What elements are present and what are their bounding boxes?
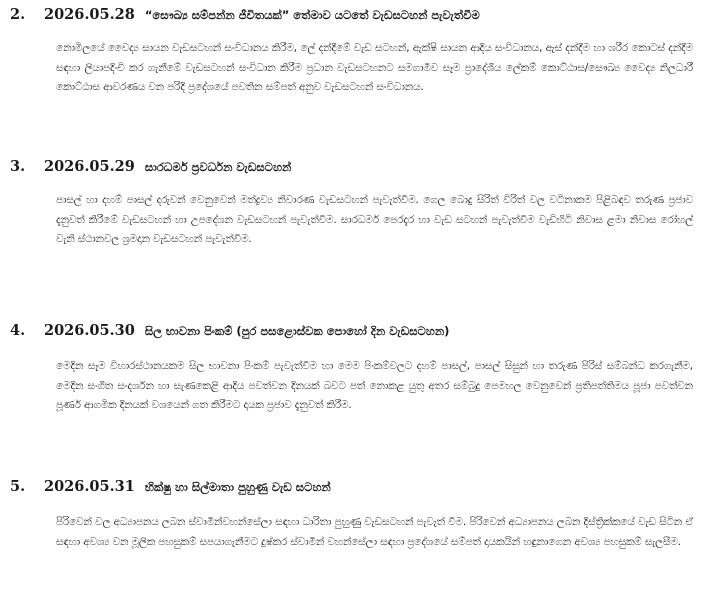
section-body: මෙදින සෑම විහාරස්ථානයකම සිල භාවනා පිංකම් පැවැත්වීම හා මෙම පිංකම්වලට දහම් පාසල්, පාසල් සිසුන් හා තරුණ පිරිස් සම්බන්ධ කරගැනීම, මෙදින සංගීත සංදර්ශන හා සැණකෙළි ආදිය පවත්වන දිනයක් බවට පත් නොකළ යුතු අතර සම්බුදු පෙමහල වෙනුවෙන් ප්‍රතිපත්තිමය පූජා පවත්වන පූර්ණ ආගමික දිනයක් වශයෙන් ගත කිරීමට දායක ප්‍රජාව දැනුවත් කිරීම. — [56, 360, 693, 411]
section-heading — [10, 322, 693, 340]
section-date: 2026.05.29 — [44, 158, 135, 175]
section-number: 2. — [10, 6, 26, 23]
section-date: 2026.05.28 — [44, 6, 135, 23]
section-number: 3. — [10, 158, 26, 175]
section-number: 4. — [10, 322, 26, 339]
section-title: සිල භාවනා පිංකම් (පුර පසළොස්වක පොහෝ දින වැඩසටහන) — [144, 324, 450, 338]
section-heading — [10, 158, 693, 176]
section-heading — [10, 6, 693, 24]
section-body: පාසල් හා දහම් පාසල් දරුවන් වෙනුවෙන් මත්ද්‍රව්‍ය නිවාරණ වැඩසටහන් පැවැත්වීම. ගෙල බොදු සිරිත් විරිත් වල වටිනාකම පිළිබඳව තරුණ ප්‍රජාව දැනුවත් කිරීමේ වැඩසටහන් හා උපදේශන වැඩසටහන් පැවැත්වීම. සාරධර්ම පෙරදැර හා වැඩ සටහන් පැවැත්වීම වැඩිහිටි නිවාස ළමා නිවාස රෝහල් වැනි ස්ථානවල ශ්‍රමදාන වැඩසටහන් පැවැත්වීම. — [56, 194, 693, 245]
section-title: භික්ෂු හා සිල්මාතා පුහුණු වැඩ සටහන් — [144, 480, 331, 494]
section-item — [10, 6, 693, 98]
section-title: සාරධර්ම ප්‍රවර්ධන වැඩසටහන් — [144, 160, 292, 174]
section-item — [10, 322, 693, 416]
section-date: 2026.05.31 — [44, 478, 135, 495]
section-item — [10, 478, 693, 552]
section-date: 2026.05.30 — [44, 322, 135, 339]
section-body: පිරිවෙන් වල අධ්‍යාපනය ලබන ස්වාමීන්වහන්සේලා සඳහා ධාරිතා පුහුණු වැඩසටහන් පැවැත් වීම. පිරිවෙන් අධ්‍යාපනය ලබන දිස්ත්‍රික්කයේ වැඩ සිටින ඒ සඳහා අවශ්‍ය වන මූලික පහසුකම් සපයාගැනීමට දුෂ්කර ස්වාමීන් වහන්සේලා සඳහා ප්‍රදේශයේ සම්පත් දායකයින් හඳුනාගෙන අවශ්‍ය පහසුකම් සැලසීම. — [56, 516, 693, 548]
section-heading — [10, 478, 693, 496]
section-number: 5. — [10, 478, 26, 495]
section-body: නොමිලයේ වෛද්‍ය සායන වැඩසටහන් සංවිධානය කිරීම, ලේ දන්දීමේ වැඩ සටහන්, ඇක්ෂි සායන ආදිය සංවිධානය, ඇස් දන්දීම හා ශරීර කොටස් දන්දීම සඳහා ලියාපදිංචි කර ගැනීමේ වැඩසටහන් සංවිධාන කිරීම ප්‍රධාන වැඩසටහනට සමගාමීව සෑම ප්‍රාදේශීය ලේකම් කොට්ඨාස/සෞඛ්‍ය වෛද්‍ය නිලධාරී කොට්ඨාස ආවරණය වන පරිදි ප්‍රදේශයේ පවතින සම්පත් අනුව වැඩසටහන් සංවිධානය. — [56, 42, 693, 93]
section-item — [10, 158, 693, 250]
section-title: “සෞඛ්‍ය සම්පන්න ජීවිතයක්” තේමාව යටතේ වැඩසටහන් පැවැත්වීම — [144, 8, 480, 22]
